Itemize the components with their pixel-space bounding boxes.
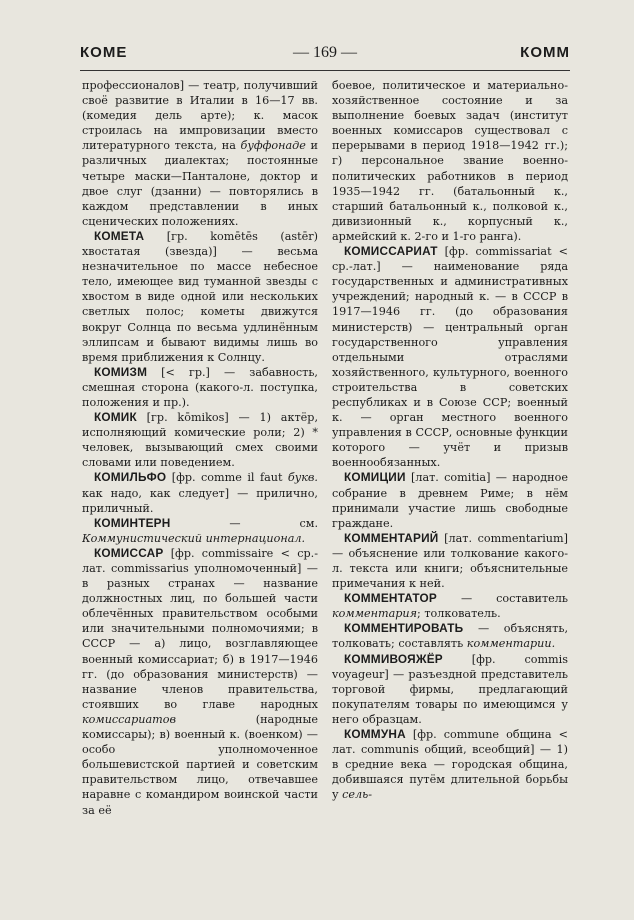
entry-headword: КОМИССАРИАТ xyxy=(344,244,438,259)
entry-text: — составитель xyxy=(436,592,568,606)
header-rule xyxy=(80,70,570,71)
entry-text: [гр. kōmikos] — 1) актёр, исполняющий комические роли; 2) * человек, вызывающий смех своими словами или поведением. xyxy=(82,411,318,470)
entry-headword: КОММЕНТИРОВАТЬ xyxy=(344,621,464,636)
entry-text: [лат. comitia] — народное собрание в древнем Риме; в нём принимали участие лишь свободные граждане. xyxy=(332,471,568,530)
entry-text: профессионалов] — театр, получивший своё развитие в Италии в 16—17 вв. (комедия дель арте); к. масок строилась на импровизации вместо литературного текста, на xyxy=(82,79,318,153)
header-left-guideword: КОМЕ xyxy=(80,44,128,61)
dictionary-entry xyxy=(82,516,318,546)
italic-text: сель- xyxy=(342,788,373,802)
entry-text: [фр. commissariat < ср.-лат.] — наименование ряда государственных и административных учреждений; народный к. — в СССР в 1917—1946 гг. (до образования министерств) — центральный орган государственного управления отдельными отраслями хозяйственного, культурного, военного строительства в советских республиках и в Союзе ССР; военный к. — орган местного военного управления в СССР, основные функции которого — учёт и призыв военнообязанных. xyxy=(332,245,568,470)
entry-headword: КОММЕНТАТОР xyxy=(344,591,437,606)
dictionary-entry xyxy=(82,546,318,818)
page-number: — 169 — xyxy=(293,44,357,61)
dictionary-entry xyxy=(82,470,318,515)
entry-text: [фр. commis voyageur] — разъездной представитель торговой фирмы, предлагающий покупателям товары по имеющимся у него образцам. xyxy=(332,652,568,726)
entry-text: [фр. commune община < лат. communis общий, всеобщий] — 1) в средние века — городская община, добившаяся путём длительной борьбы у xyxy=(332,728,568,802)
entry-headword: КОМИЛЬФО xyxy=(94,470,167,485)
left-column xyxy=(82,78,318,878)
entry-headword: КОММЕНТАРИЙ xyxy=(344,530,439,545)
running-header xyxy=(80,44,570,66)
entry-text: [< гр.] — забавность, смешная сторона (какого-л. поступка, положения и пр.). xyxy=(82,365,318,409)
italic-text: комментарии. xyxy=(466,637,556,651)
italic-text: Коммунистический интернационал. xyxy=(82,531,306,545)
italic-text: комментария xyxy=(332,607,418,621)
right-column xyxy=(332,78,568,878)
entry-text: как надо, как следует] — прилично, приличный. xyxy=(82,486,318,515)
entry-text: [гр. komētēs (astēr) хвостатая (звезда)] — весьма незначительное по массе небесное тело, имеющее вид туманной звезды с хвостом в виде одной или нескольких светлых полос; кометы движутся вокруг Солнца по весьма удлинённым эллипсам и бывают видимы лишь во время приближения к Солнцу. xyxy=(82,229,318,364)
dictionary-entry xyxy=(332,652,568,727)
dictionary-entry xyxy=(332,531,568,591)
header-right-guideword: КОММ xyxy=(520,44,570,61)
italic-text: буффонаде xyxy=(240,139,306,153)
entry-headword: КОМИНТЕРН xyxy=(94,515,171,530)
dictionary-entry xyxy=(82,410,318,470)
italic-text: комиссариатов xyxy=(82,712,176,726)
italic-text: букв. xyxy=(287,471,318,485)
entry-text: [фр. comme il faut xyxy=(166,471,288,485)
entry-headword: КОМЕТА xyxy=(94,228,145,243)
entry-text: [фр. commissaire < ср.-лат. commissarius уполномоченный] — в разных странах — название должностных лиц, по большей части облечённых правительством особыми или значительными полномочиями; в СССР — а) лицо, возглавляющее военный комиссариат; б) в 1917—1946 гг. (до образования министерств) — название членов правительства, стоявших во главе народных xyxy=(82,546,318,711)
entry-continuation xyxy=(332,78,568,244)
entry-text: ; толкователь. xyxy=(417,607,501,621)
dictionary-entry xyxy=(332,727,568,802)
entry-text: [лат. commentarium] — объяснение или толкование какого-л. текста или книги; объяснительные примечания к ней. xyxy=(332,531,568,591)
entry-headword: КОМИССАР xyxy=(94,545,164,560)
entry-text: — см. xyxy=(170,516,318,530)
dictionary-entry xyxy=(332,470,568,530)
entry-headword: КОММИВОЯЖЁР xyxy=(344,651,443,666)
dictionary-entry xyxy=(82,365,318,410)
entry-text: (народные комиссары); в) военный к. (военком) — особо уполномоченное большевистской партией и советским правительством лицо, отвечавшее наравне с командиром воинской части за её xyxy=(82,712,318,817)
entry-headword: КОМИЗМ xyxy=(94,364,148,379)
dictionary-entry xyxy=(332,244,568,470)
entry-continuation xyxy=(82,78,318,229)
entry-headword: КОМИЦИИ xyxy=(344,470,406,485)
dictionary-entry xyxy=(82,229,318,365)
entry-headword: КОММУНА xyxy=(344,727,406,742)
entry-text: — объяснять, толковать; составлять xyxy=(332,622,568,651)
entry-text: и различных диалектах; постоянные четыре маски—Панталоне, доктор и двое слуг (дзанни) — повторялись в каждом представлении в иных сценических положениях. xyxy=(82,139,318,228)
entry-headword: КОМИК xyxy=(94,410,137,425)
dictionary-entry xyxy=(332,591,568,621)
entry-text: боевое, политическое и материально-хозяйственное состояние и за выполнение боевых задач (институт военных комиссаров существовал с перерывами в период 1918—1942 гг.); г) персональное звание военно-политических работников в период 1935—1942 гг. (батальонный к., старший батальонный к., полковой к., дивизионный к., корпусный к., армейский к. 2-го и 1-го ранга). xyxy=(332,79,568,243)
dictionary-entry xyxy=(332,621,568,651)
